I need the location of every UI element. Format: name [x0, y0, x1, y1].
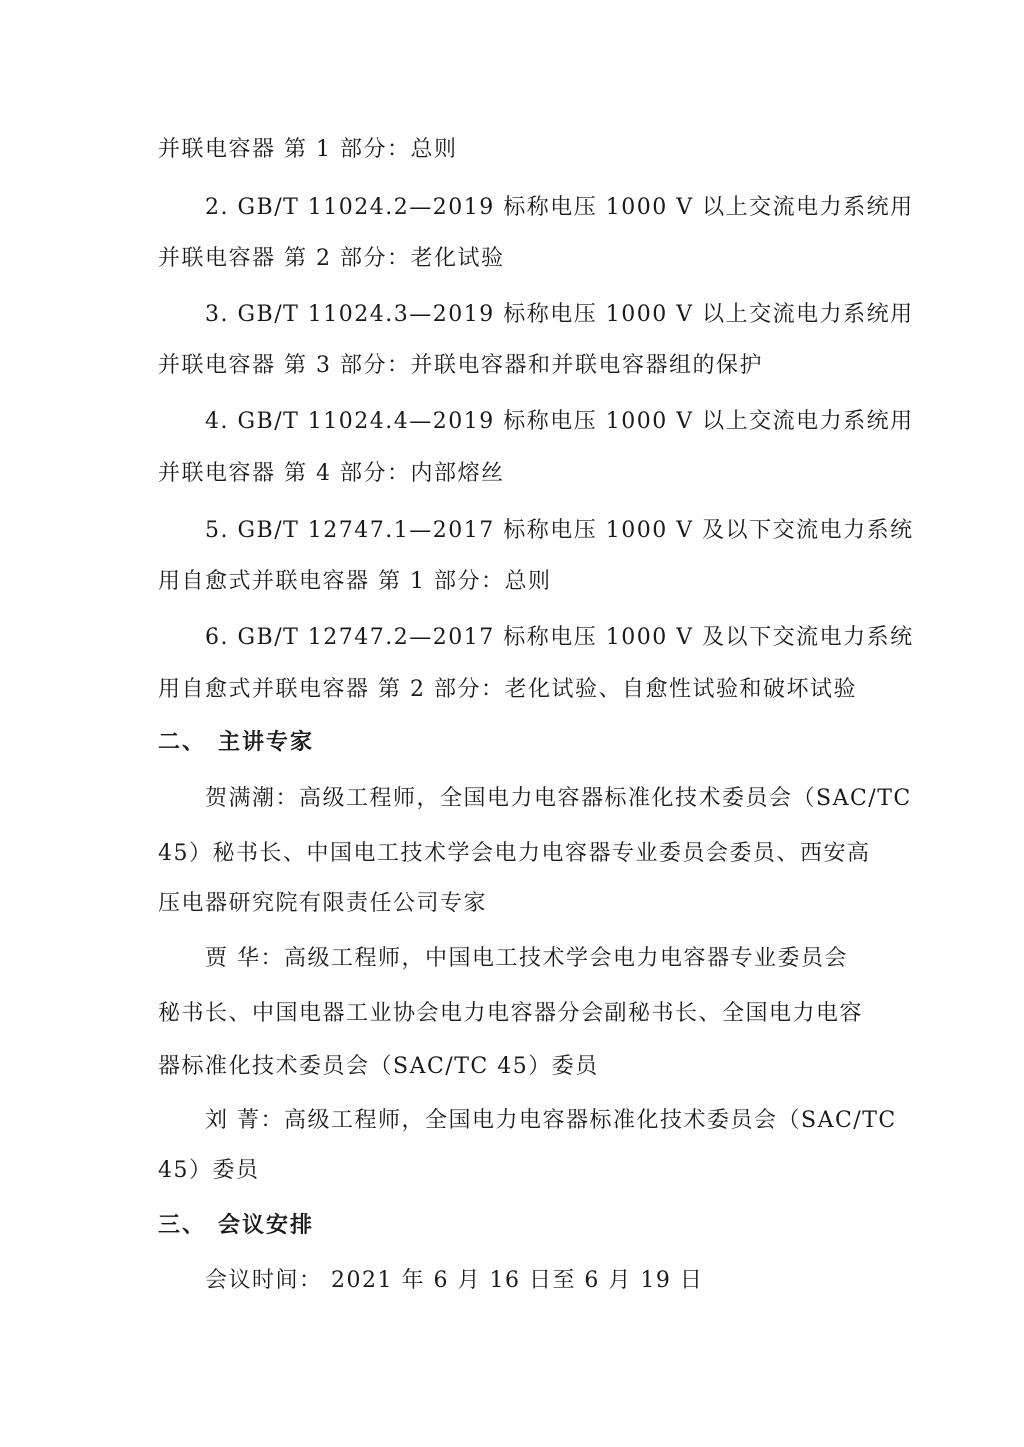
text-line: 并联电容器 第 1 部分：总则 [158, 137, 458, 162]
standard-item-2: 2. GB/T 11024.2—2019 标称电压 1000 V 以上交流电力系统用 [205, 195, 914, 220]
meeting-time: 会议时间： 2021 年 6 月 16 日至 6 月 19 日 [205, 1268, 704, 1293]
standard-item-5: 5. GB/T 12747.1—2017 标称电压 1000 V 及以下交流电力系统 [205, 518, 914, 543]
standard-item-6: 6. GB/T 12747.2—2017 标称电压 1000 V 及以下交流电力系统 [205, 625, 914, 650]
section-title: 会议安排 [218, 1213, 315, 1238]
text-line: 45）秘书长、中国电工技术学会电力电容器专业委员会委员、西安高 [158, 841, 871, 866]
text-line: 器标准化技术委员会（SAC/TC 45）委员 [158, 1054, 599, 1079]
text-line: 压电器研究院有限责任公司专家 [158, 891, 488, 916]
section-number: 三、 [158, 1213, 207, 1238]
standard-item-4: 4. GB/T 11024.4—2019 标称电压 1000 V 以上交流电力系统用 [205, 409, 914, 434]
speaker-liu-jing: 刘 菁：高级工程师，全国电力电容器标准化技术委员会（SAC/TC [205, 1108, 897, 1133]
section-number: 二、 [158, 730, 207, 755]
speaker-he-manchao: 贺满潮：高级工程师，全国电力电容器标准化技术委员会（SAC/TC [205, 786, 912, 811]
text-line: 45）委员 [158, 1158, 260, 1183]
section-title: 主讲专家 [218, 730, 315, 755]
text-line: 并联电容器 第 3 部分：并联电容器和并联电容器组的保护 [158, 353, 763, 378]
text-line: 并联电容器 第 4 部分：内部熔丝 [158, 461, 505, 486]
text-line: 秘书长、中国电器工业协会电力电容器分会副秘书长、全国电力电容 [158, 1001, 864, 1026]
text-line: 并联电容器 第 2 部分：老化试验 [158, 246, 505, 271]
text-line: 用自愈式并联电容器 第 1 部分：总则 [158, 569, 552, 594]
section-heading-schedule [158, 1211, 870, 1241]
standard-item-3: 3. GB/T 11024.3—2019 标称电压 1000 V 以上交流电力系统用 [205, 302, 914, 327]
speaker-jia-hua: 贾 华：高级工程师，中国电工技术学会电力电容器专业委员会 [205, 946, 848, 971]
section-heading-speakers [158, 728, 870, 758]
text-line: 用自愈式并联电容器 第 2 部分：老化试验、自愈性试验和破坏试验 [158, 677, 857, 702]
